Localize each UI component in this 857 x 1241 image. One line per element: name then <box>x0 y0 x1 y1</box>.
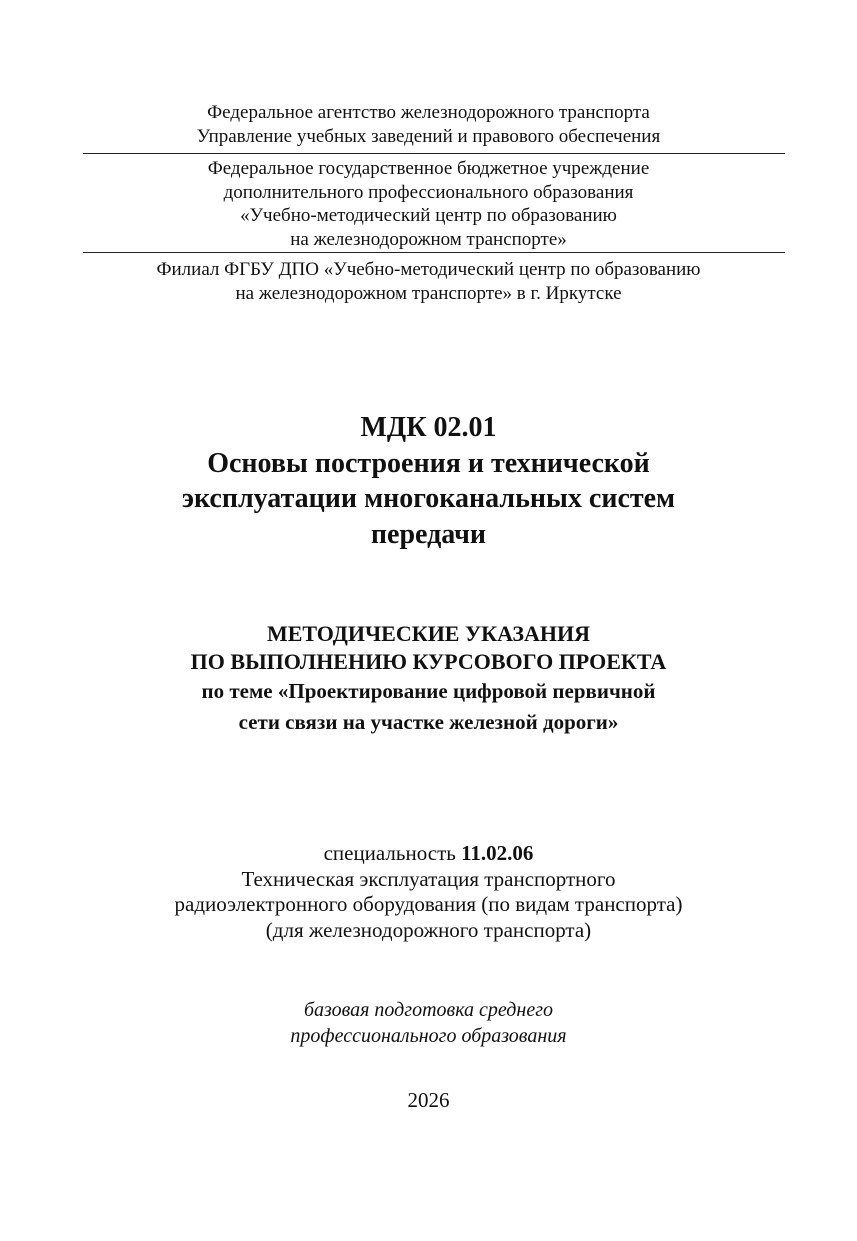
specialty <box>0 841 857 943</box>
education-level <box>0 997 857 1049</box>
branch-line: Филиал ФГБУ ДПО «Учебно-методический центр по образованию <box>156 259 701 280</box>
branch-line: на железнодорожном транспорте» в г. Иркутске <box>235 282 622 304</box>
course-name-line: Основы построения и технической <box>207 447 650 479</box>
specialty-name-line: (для железнодорожного транспорта) <box>265 917 592 942</box>
document-title <box>0 410 857 552</box>
doc-type-line: МЕТОДИЧЕСКИЕ УКАЗАНИЯ <box>266 621 591 646</box>
institution-line: Федеральное государственное бюджетное учреждение <box>207 158 650 179</box>
specialty-name-line: Техническая эксплуатация транспортного <box>241 866 616 891</box>
agency-line: Управление учебных заведений и правового обеспечения <box>196 125 661 147</box>
publication-year: 2026 <box>407 1088 450 1112</box>
branch-header <box>0 258 857 305</box>
course-name-line: передачи <box>370 518 487 550</box>
course-code: МДК 02.01 <box>360 412 497 443</box>
education-level-line: базовая подготовка среднего <box>303 999 554 1021</box>
institution-line: на железнодорожном транспорте» <box>290 228 567 250</box>
document-type <box>0 620 857 738</box>
agency-line: Федеральное агентство железнодорожного транспорта <box>207 102 650 123</box>
institution-line: «Учебно-методический центр по образованию <box>240 205 617 226</box>
education-level-line: профессионального образования <box>290 1025 567 1047</box>
institution-line: дополнительного профессионального образования <box>223 181 634 203</box>
specialty-label: специальность <box>323 841 456 865</box>
header-divider <box>83 153 785 154</box>
specialty-code-line <box>0 841 857 867</box>
course-name-line: эксплуатации многоканальных систем <box>181 483 676 514</box>
institution-header <box>0 157 857 251</box>
specialty-code: 11.02.06 <box>461 841 534 865</box>
doc-type-line: ПО ВЫПОЛНЕНИЮ КУРСОВОГО ПРОЕКТА <box>190 649 667 674</box>
topic-line: сети связи на участке железной дороги» <box>238 710 619 734</box>
topic-line: по теме «Проектирование цифровой первичной <box>201 679 656 703</box>
agency-header <box>0 101 857 148</box>
specialty-name-line: радиоэлектронного оборудования (по видам транспорта) <box>174 892 683 916</box>
header-divider <box>83 252 785 253</box>
